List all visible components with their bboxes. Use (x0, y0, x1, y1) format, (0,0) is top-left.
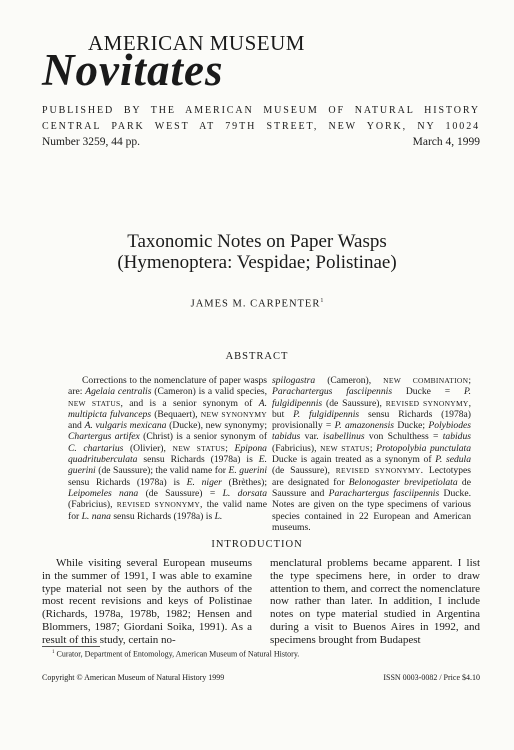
issue-number: Number 3259, 44 pp. (42, 136, 141, 148)
introduction-column-left: While visiting several European museums in the summer of 1991, I was able to examine type material not seen by the authors of the most recent revisions and keys of Polistinae (Richards, 1978a, 1978b, 1982; Hensen and Blommers, 1987; Giordani Soika, 1991). As a result of this study, certain no- (42, 557, 252, 646)
author-byline (0, 298, 514, 310)
footnote-text: Curator, Department of Entomology, American Museum of Natural History. (56, 649, 300, 659)
publisher-line-2: CENTRAL PARK WEST AT 79TH STREET, NEW YORK, NY 10024 (42, 121, 480, 132)
copyright-notice: Copyright © American Museum of Natural History 1999 (42, 673, 225, 682)
masthead-title: Novitates (42, 45, 224, 95)
footnote-mark: 1 (52, 650, 55, 655)
issue-info (42, 137, 480, 149)
article-title-line-1: Taxonomic Notes on Paper Wasps (127, 231, 387, 252)
page-footer (42, 674, 480, 682)
issue-date: March 4, 1999 (412, 136, 480, 148)
author-footnote-mark: 1 (320, 298, 324, 304)
abstract-column-left: Corrections to the nomenclature of paper wasps are: Agelaia centralis (Cameron) is a valid species, NEW STATUS, and is a senior synonym of A. multipicta fulvanceps (Bequaert), NEW SYNONYMY and A. vulgaris mexicana (Ducke), new synonymy; Chartergus artifex (Christ) is a senior synonym of C. chartarius (Olivier), NEW STATUS; Epipona quadrituberculata sensu Richards (1978a) is E. guerini (de Saussure); the valid name for E. guerini sensu Richards (1978a) is E. niger (Brèthes); Leipomeles nana (de Saussure) = L. dorsata (Fabricius), REVISED SYNONYMY, the valid name for L. nana sensu Richards (1978a) is L. (68, 375, 268, 522)
footnote-rule (42, 646, 100, 647)
introduction-column-right: menclatural problems became apparent. I list the type specimens here, in order to draw attention to them, and correct the nomenclature now rather than later. In addition, I include notes on type material studied in Argentina during a visit to Buenos Aires in 1992, and specimens brought from Budapest (270, 557, 480, 646)
article-title-line-2: (Hymenoptera: Vespidae; Polistinae) (117, 252, 397, 273)
author-name: JAMES M. CARPENTER (190, 298, 321, 310)
abstract-heading: ABSTRACT (225, 351, 289, 362)
issn-price: ISSN 0003-0082 / Price $4.10 (383, 673, 480, 682)
footnote (52, 650, 482, 659)
publisher-line-1: PUBLISHED BY THE AMERICAN MUSEUM OF NATURAL HISTORY (42, 105, 480, 116)
abstract-column-right: spilogastra (Cameron), NEW COMBINATION; Parachartergus fasciipennis Ducke = P. fulgidipennis (de Saussure), REVISED SYNONYMY, but P. fulgidipennis sensu Richards (1978a) provisionally = P. amazonensis Ducke; Polybiodes tabidus var. isabellinus von Schulthess = tabidus (Fabricius), NEW STATUS; Protopolybia punctulata Ducke is again treated as a synonym of P. sedula (de Saussure), REVISED SYNONYMY. Lectotypes are designated for Belonogaster brevipetiolata de Saussure and Parachartergus fasciipennis Ducke. Notes are given on the type specimens of various species contained in 22 European and American museums. (272, 375, 472, 533)
masthead-org: AMERICAN MUSEUM (88, 31, 305, 55)
introduction-heading: INTRODUCTION (211, 539, 303, 550)
